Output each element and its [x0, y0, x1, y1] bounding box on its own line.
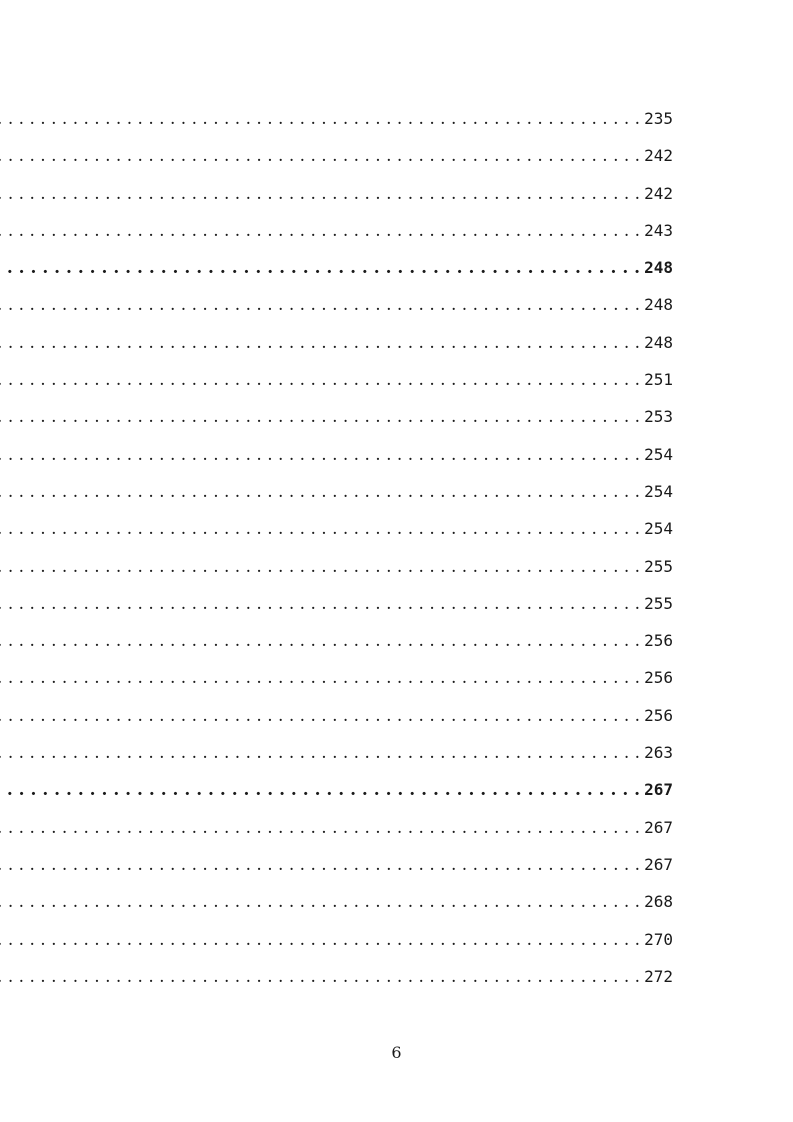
toc-dot-leader	[0, 623, 640, 660]
toc-dot-leader	[0, 138, 640, 175]
toc-entry[interactable]	[0, 324, 793, 361]
toc-entry-page: 248	[644, 258, 673, 278]
toc-entry[interactable]	[0, 734, 793, 771]
toc-entry[interactable]	[0, 846, 793, 883]
toc-entry[interactable]	[0, 361, 793, 398]
toc-entry-page: 267	[644, 817, 673, 837]
toc-entry[interactable]	[0, 510, 793, 547]
toc-entry[interactable]	[0, 473, 793, 510]
toc-dot-leader	[0, 810, 640, 847]
toc-dot-leader	[0, 735, 640, 772]
toc-entry[interactable]	[0, 809, 793, 846]
toc-entry[interactable]	[0, 436, 793, 473]
toc-entry[interactable]	[0, 212, 793, 249]
toc-entry[interactable]	[0, 697, 793, 734]
toc-entry[interactable]	[0, 175, 793, 212]
toc-entry-page: 254	[644, 481, 673, 501]
toc-entry-page: 248	[644, 332, 673, 352]
toc-dot-leader	[0, 250, 640, 287]
toc-entry-page: 256	[644, 705, 673, 725]
toc-entry-page: 256	[644, 668, 673, 688]
toc-entry[interactable]	[0, 883, 793, 920]
toc-entry-page: 254	[644, 519, 673, 539]
toc-entry-page: 267	[644, 780, 673, 800]
toc-entry[interactable]	[0, 958, 793, 995]
toc-entry-page: 242	[644, 146, 673, 166]
toc-dot-leader	[0, 325, 640, 362]
toc-dot-leader	[0, 698, 640, 735]
toc-entry[interactable]	[0, 622, 793, 659]
toc-dot-leader	[0, 362, 640, 399]
toc-dot-leader	[0, 586, 640, 623]
toc-dot-leader	[0, 213, 640, 250]
toc-entry[interactable]	[0, 548, 793, 585]
toc-entry[interactable]	[0, 286, 793, 323]
toc-dot-leader	[0, 511, 640, 548]
table-of-contents	[0, 100, 793, 995]
toc-entry[interactable]	[0, 585, 793, 622]
toc-dot-leader	[0, 176, 640, 213]
toc-dot-leader	[0, 101, 640, 138]
toc-entry-page: 270	[644, 929, 673, 949]
toc-entry-page: 255	[644, 593, 673, 613]
toc-entry[interactable]	[0, 398, 793, 435]
page-number: 6	[391, 1043, 402, 1062]
toc-entry-page: 248	[644, 295, 673, 315]
toc-entry-page: 255	[644, 556, 673, 576]
toc-dot-leader	[0, 437, 640, 474]
toc-entry[interactable]	[0, 100, 793, 137]
toc-dot-leader	[0, 847, 640, 884]
toc-entry-page: 254	[644, 444, 673, 464]
toc-chapter-entry[interactable]	[0, 771, 793, 808]
toc-entry-page: 263	[644, 743, 673, 763]
toc-entry-page: 235	[644, 109, 673, 128]
toc-dot-leader	[0, 884, 640, 921]
toc-dot-leader	[0, 287, 640, 324]
toc-chapter-entry[interactable]	[0, 249, 793, 286]
toc-entry-page: 268	[644, 892, 673, 912]
toc-entry-page: 272	[644, 966, 673, 986]
toc-entry-page: 242	[644, 183, 673, 203]
toc-entry-page: 251	[644, 370, 673, 390]
toc-dot-leader	[0, 549, 640, 586]
toc-entry-page: 243	[644, 220, 673, 240]
toc-dot-leader	[0, 399, 640, 436]
toc-dot-leader	[0, 959, 640, 996]
toc-entry-page: 267	[644, 854, 673, 874]
toc-entry-page: 256	[644, 631, 673, 651]
toc-entry[interactable]	[0, 659, 793, 696]
toc-entry-page: 253	[644, 407, 673, 427]
toc-entry[interactable]	[0, 921, 793, 958]
toc-entry[interactable]	[0, 137, 793, 174]
toc-dot-leader	[0, 474, 640, 511]
toc-dot-leader	[0, 772, 640, 809]
toc-dot-leader	[0, 922, 640, 959]
toc-dot-leader	[0, 660, 640, 697]
